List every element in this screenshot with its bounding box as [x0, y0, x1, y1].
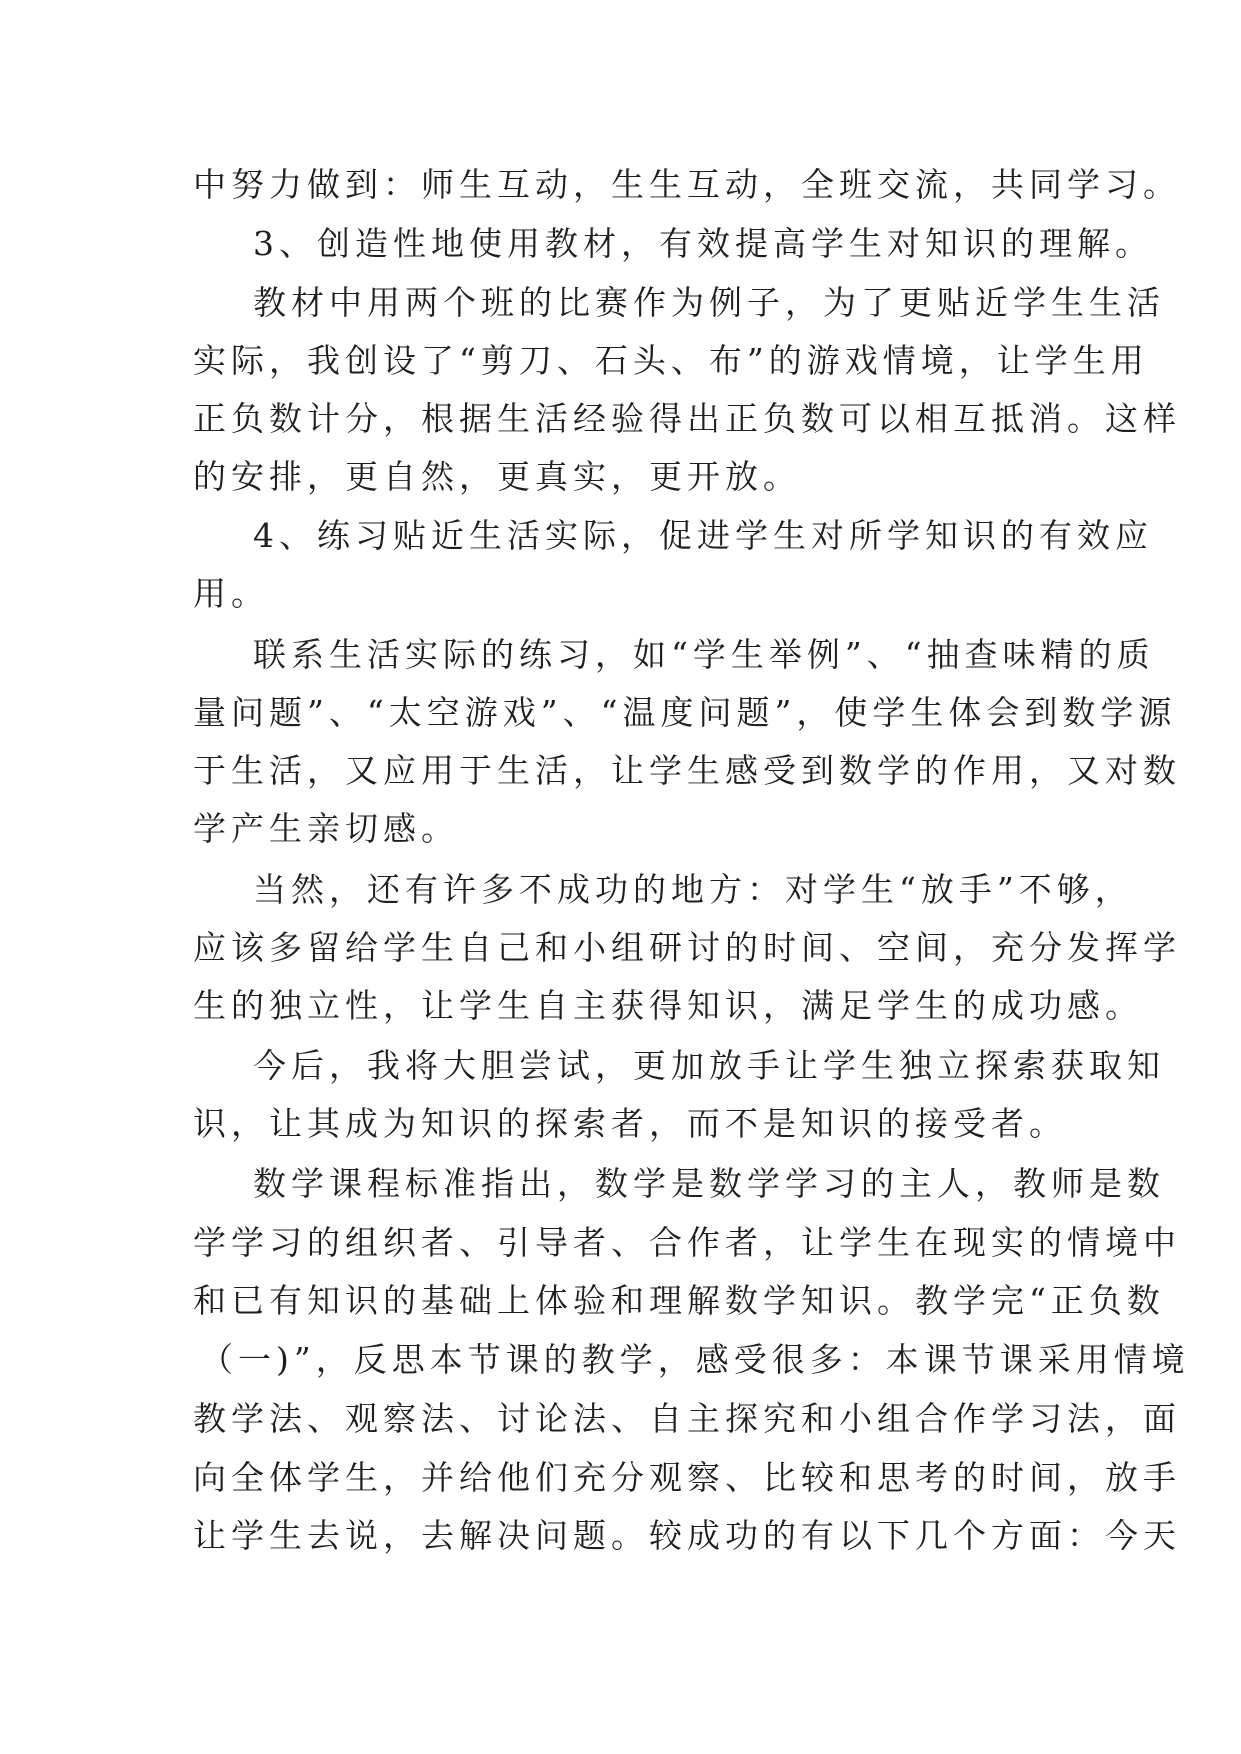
text-line: 生的独立性，让学生自主获得知识，满足学生的成功感。	[193, 986, 1143, 1025]
text-line: 和已有知识的基础上体验和理解数学知识。教学完“正负数	[193, 1281, 1165, 1320]
text-line: 今后，我将大胆尝试，更加放手让学生独立探索获取知	[253, 1046, 1165, 1085]
text-line: 联系生活实际的练习，如“学生举例”、“抽查味精的质	[253, 635, 1155, 674]
text-line: 3、创造性地使用教材，有效提高学生对知识的理解。	[253, 224, 1153, 263]
text-line: （一)”，反思本节课的教学，感受很多：本课节课采用情境	[200, 1340, 1190, 1379]
text-line: 让学生去说，去解决问题。较成功的有以下几个方面：今天	[193, 1516, 1181, 1555]
text-line: 中努力做到：师生互动，生生互动，全班交流，共同学习。	[193, 165, 1181, 204]
text-line: 教学法、观察法、讨论法、自主探究和小组合作学习法，面	[193, 1399, 1181, 1438]
text-line: 数学课程标准指出，数学是数学学习的主人，教师是数	[253, 1164, 1165, 1203]
text-line: 识，让其成为知识的探索者，而不是知识的接受者。	[193, 1104, 1067, 1143]
text-line: 量问题”、“太空游戏”、“温度问题”，使学生体会到数学源	[193, 693, 1177, 732]
text-line: 的安排，更自然，更真实，更开放。	[193, 457, 801, 496]
text-line: 当然，还有许多不成功的地方：对学生“放手”不够，	[253, 870, 1133, 909]
text-line: 教材中用两个班的比赛作为例子，为了更贴近学生生活	[253, 283, 1165, 322]
text-line: 4、练习贴近生活实际，促进学生对所学知识的有效应	[253, 516, 1153, 555]
text-line: 向全体学生，并给他们充分观察、比较和思考的时间，放手	[193, 1458, 1181, 1497]
text-line: 学学习的组织者、引导者、合作者，让学生在现实的情境中	[193, 1223, 1181, 1262]
text-line: 学产生亲切感。	[193, 809, 459, 848]
text-line: 正负数计分，根据生活经验得出正负数可以相互抵消。这样	[193, 399, 1181, 438]
text-line: 应该多留给学生自己和小组研讨的时间、空间，充分发挥学	[193, 928, 1181, 967]
text-line: 实际，我创设了“剪刀、石头、布”的游戏情境，让学生用	[193, 341, 1149, 380]
text-line: 于生活，又应用于生活，让学生感受到数学的作用，又对数	[193, 751, 1181, 790]
text-line: 用。	[193, 574, 269, 613]
